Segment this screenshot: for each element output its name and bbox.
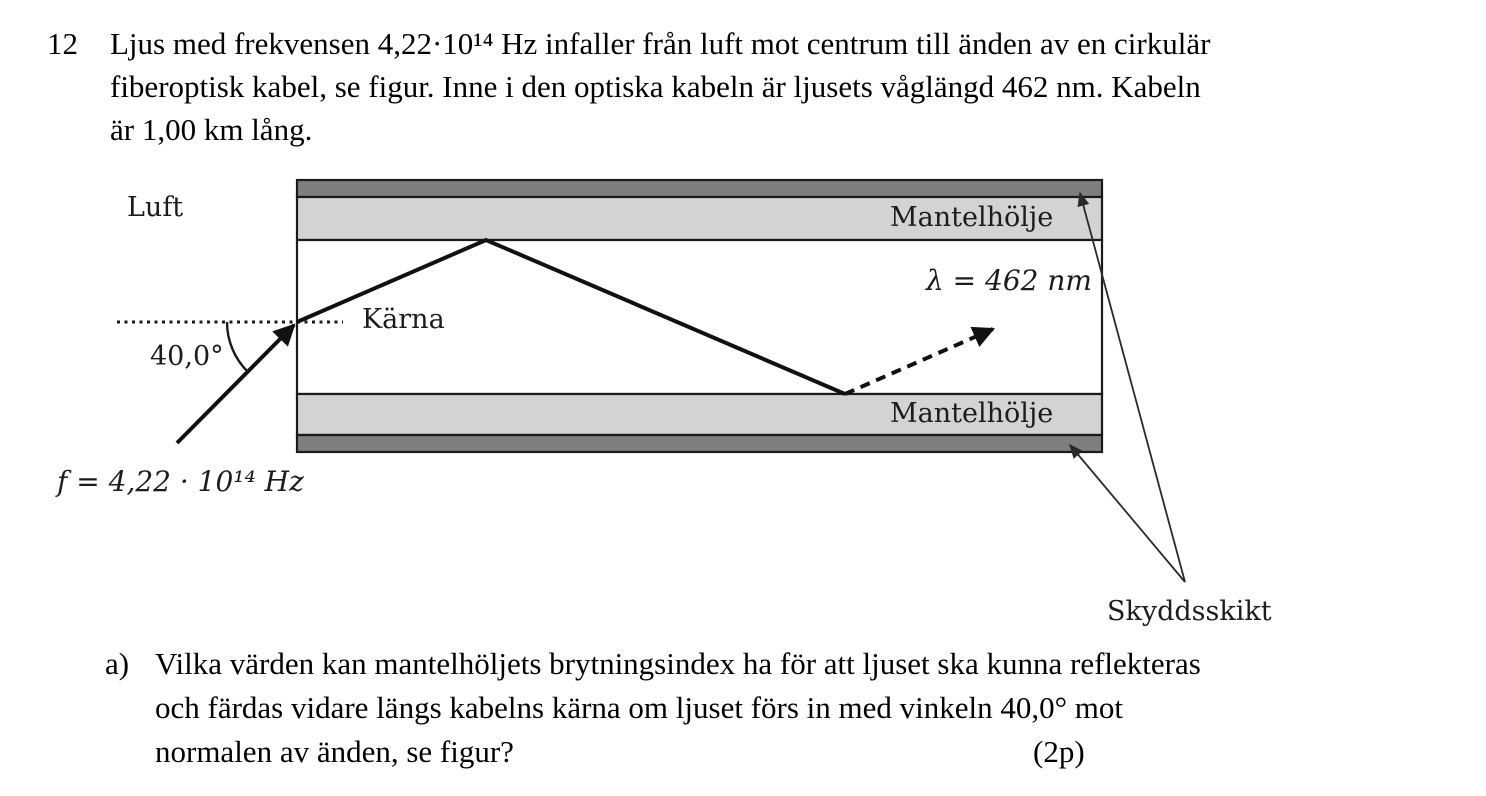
problem-number: 12 — [47, 26, 78, 61]
cladding-top-label: Mantelhölje — [890, 202, 1054, 233]
protective-layer-bottom — [297, 435, 1102, 452]
question-text — [155, 642, 1201, 774]
angle-arc — [227, 322, 248, 372]
diagram-canvas — [0, 165, 1486, 640]
question-line-3-text: normalen av änden, se figur? — [155, 734, 514, 769]
problem-text — [110, 22, 1210, 151]
core-label: Kärna — [362, 304, 445, 335]
problem-statement — [47, 22, 1210, 151]
question-letter: a) — [105, 646, 130, 681]
wavelength-label: λ = 462 nm — [926, 264, 1092, 297]
question-line-3 — [155, 730, 1201, 774]
cladding-bottom-label: Mantelhölje — [890, 398, 1054, 429]
fiber-optic-diagram — [0, 165, 1486, 640]
problem-text-line-1: Ljus med frekvensen 4,22·10¹⁴ Hz infaller från luft mot centrum till änden av en cirkulär — [110, 26, 1211, 61]
problem-text-line-2: fiberoptisk kabel, se figur. Inne i den optiska kabeln är ljusets våglängd 462 nm. Kabeln — [110, 69, 1201, 104]
frequency-label: f = 4,22 · 10¹⁴ Hz — [57, 465, 304, 498]
skyddsskikt-pointer-bottom-arrow — [1070, 445, 1185, 582]
protective-layer-label: Skyddsskikt — [1107, 596, 1272, 627]
question-a — [105, 642, 1201, 774]
incidence-angle-label: 40,0° — [150, 341, 224, 372]
question-line-1: Vilka värden kan mantelhöljets brytningsindex ha för att ljuset ska kunna reflekteras — [155, 646, 1201, 681]
points-badge: (2p) — [1033, 734, 1085, 769]
problem-text-line-3: är 1,00 km lång. — [110, 112, 313, 147]
question-line-2: och färdas vidare längs kabelns kärna om ljuset förs in med vinkeln 40,0° mot — [155, 690, 1123, 725]
air-label: Luft — [127, 192, 184, 223]
protective-layer-top — [297, 180, 1102, 197]
